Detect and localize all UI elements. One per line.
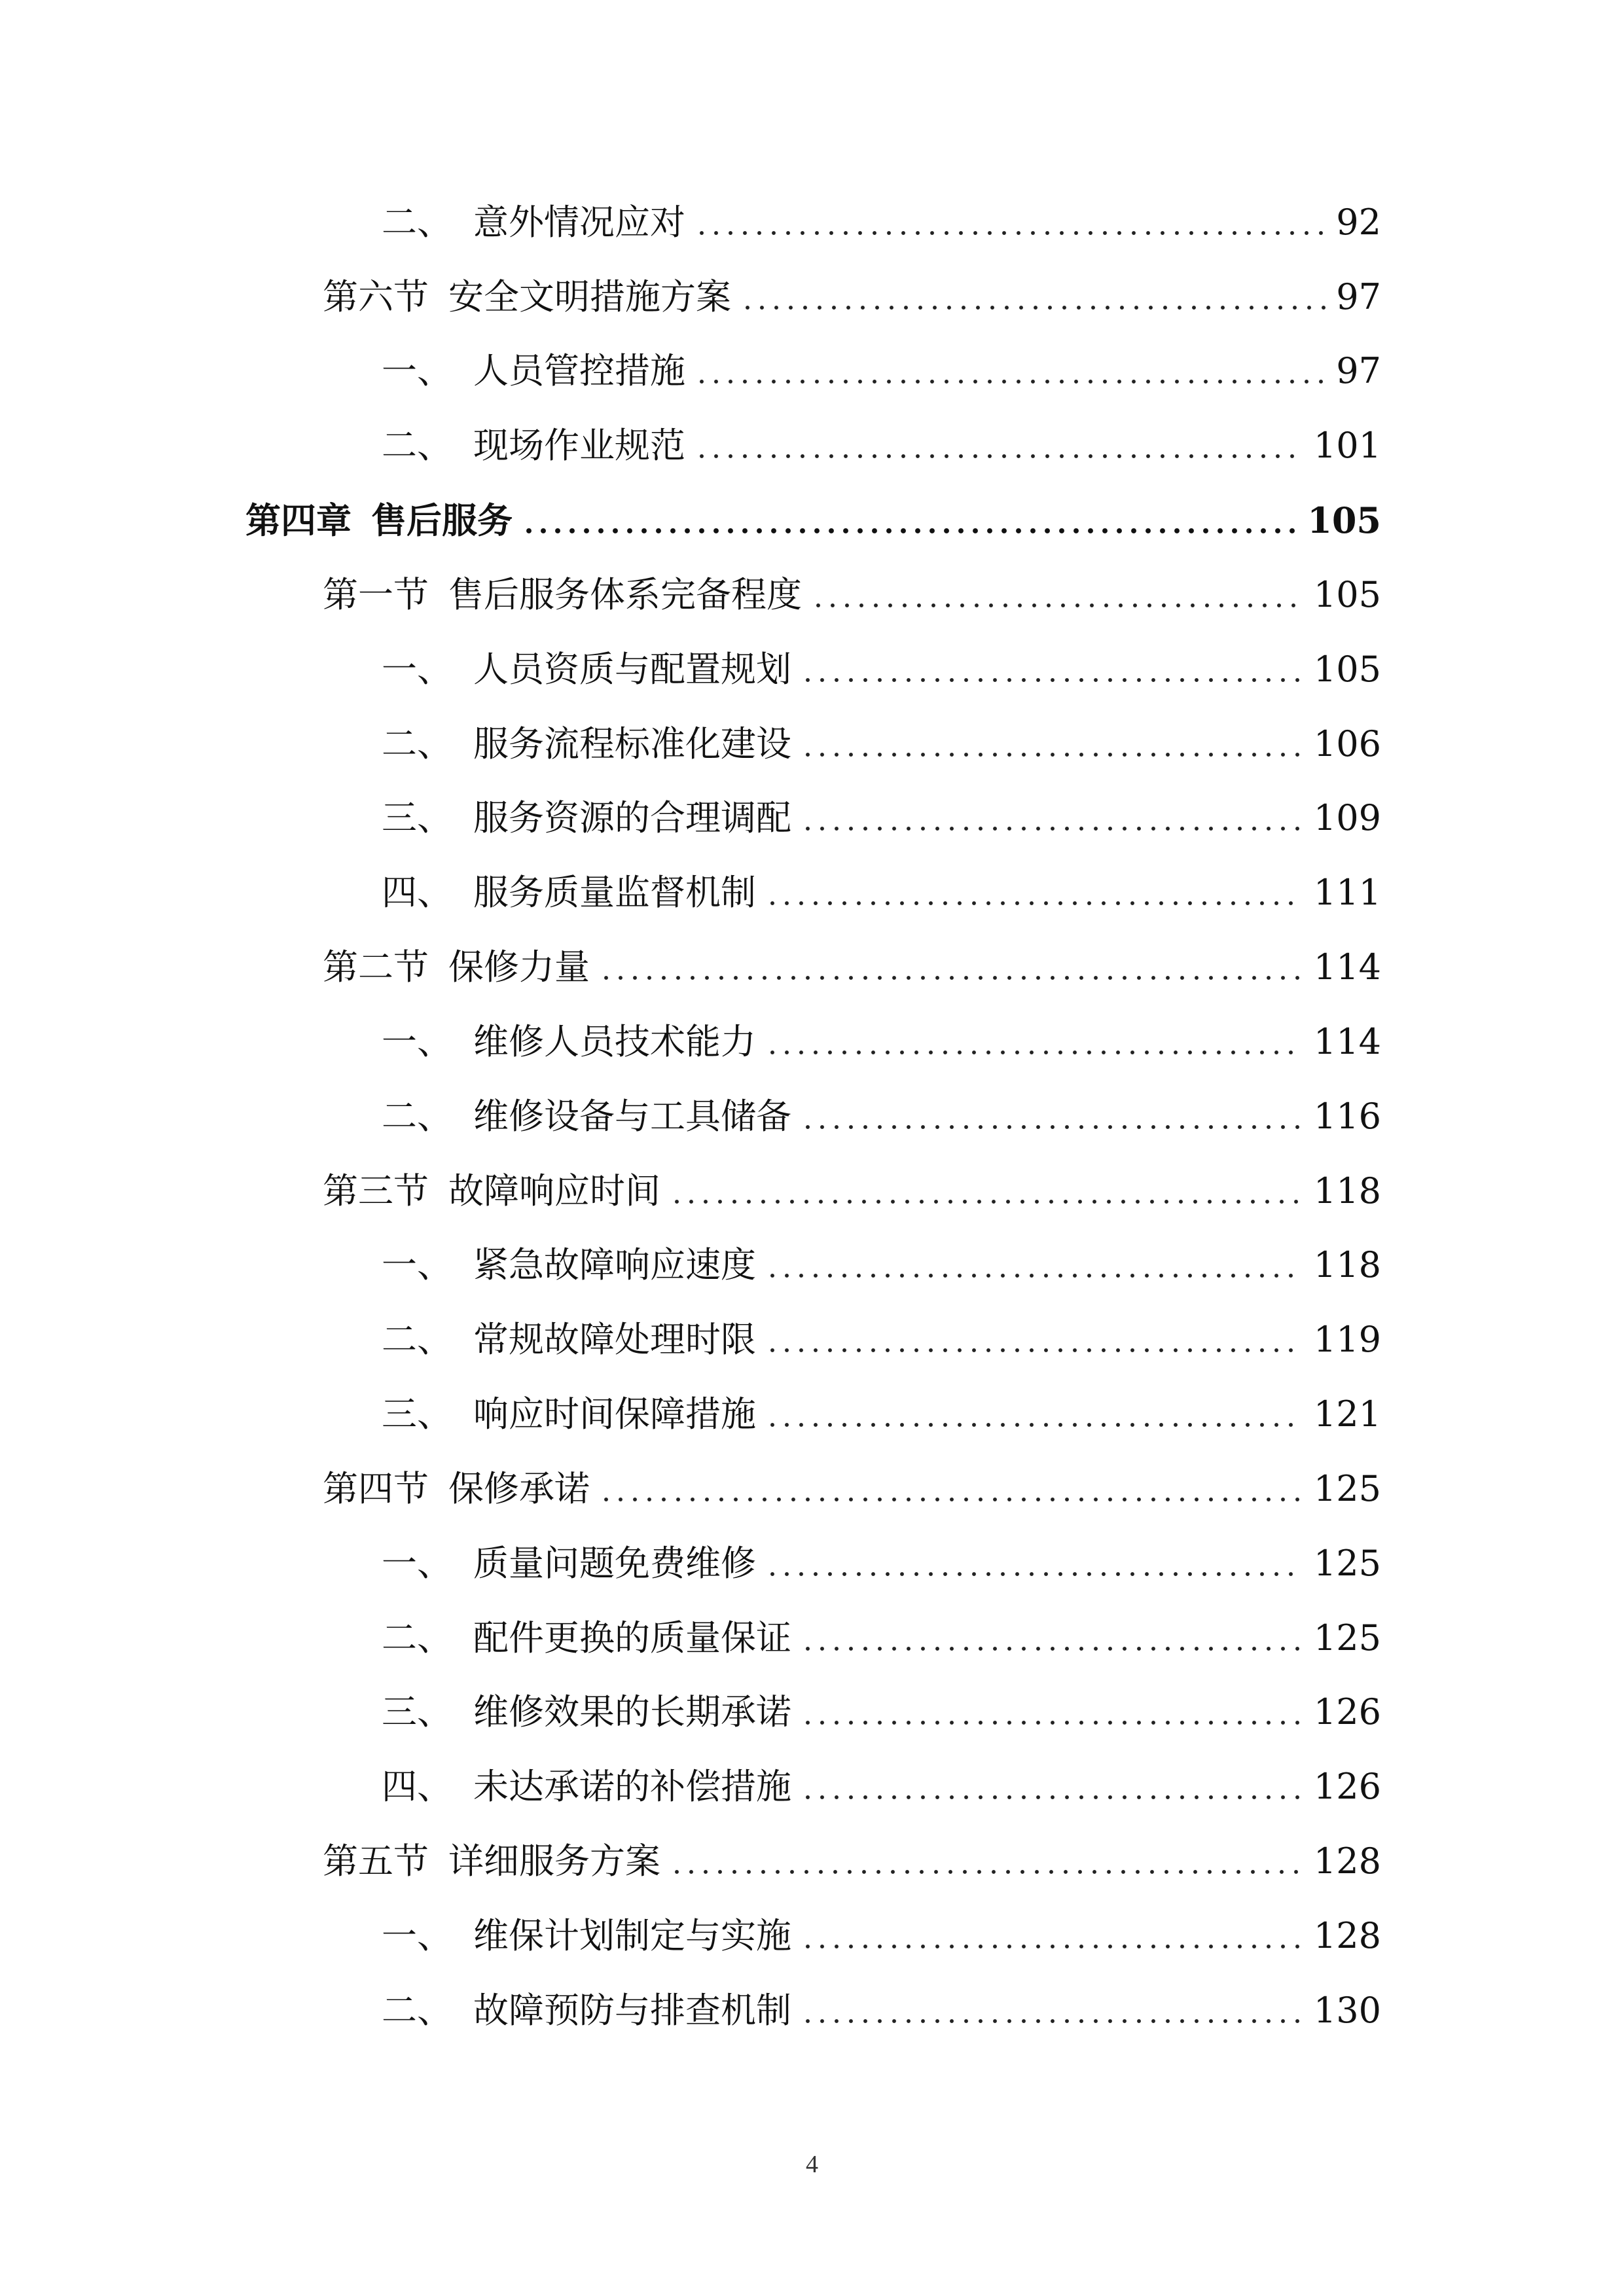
toc-entry-chapter[interactable] <box>245 491 1381 550</box>
toc-entry[interactable] <box>323 565 1381 624</box>
toc-entry-number: 四、 <box>382 872 452 913</box>
toc-entry-title: 维保计划制定与实施 <box>473 1915 791 1956</box>
toc-entry-number: 二、 <box>382 1096 452 1137</box>
toc-entry-number: 三、 <box>382 1393 452 1435</box>
dot-leader <box>801 800 1303 836</box>
toc-entry-page: 125 <box>1313 1468 1381 1509</box>
toc-entry-title: 维修设备与工具储备 <box>473 1096 791 1137</box>
toc-entry-number: 二、 <box>382 723 452 764</box>
toc-entry-page: 128 <box>1313 1915 1381 1956</box>
toc-entry[interactable] <box>382 1683 1381 1742</box>
toc-entry[interactable] <box>382 1981 1381 2040</box>
toc-entry[interactable] <box>382 416 1381 475</box>
toc-entry-number: 一、 <box>382 1915 452 1956</box>
dot-leader <box>801 1769 1303 1804</box>
toc-entry-number: 第二节 <box>323 946 429 988</box>
toc-entry-page: 92 <box>1336 202 1381 243</box>
dot-leader <box>670 1844 1303 1879</box>
toc-entry-number: 三、 <box>382 797 452 838</box>
dot-leader <box>801 1993 1303 2028</box>
toc-entry-title: 常规故障处理时限 <box>473 1319 756 1360</box>
toc-entry-title: 服务质量监督机制 <box>473 872 756 913</box>
toc-entry-title: 服务流程标准化建设 <box>473 723 791 764</box>
toc-entry-page: 109 <box>1313 797 1381 838</box>
dot-leader <box>801 1918 1303 1954</box>
toc-entry[interactable] <box>382 1236 1381 1295</box>
dot-leader <box>811 577 1303 613</box>
dot-leader <box>695 353 1326 389</box>
toc-entry-title: 响应时间保障措施 <box>473 1393 756 1435</box>
page-number: 4 <box>806 2151 818 2178</box>
toc-entry-page: 114 <box>1313 1021 1381 1062</box>
toc-entry-title: 售后服务体系完备程度 <box>448 574 802 615</box>
toc-entry-title: 配件更换的质量保证 <box>473 1617 791 1659</box>
toc-entry-number: 二、 <box>382 1319 452 1360</box>
toc-entry-number: 一、 <box>382 1021 452 1062</box>
dot-leader <box>765 1024 1303 1060</box>
toc-entry-title: 人员资质与配置规划 <box>473 649 791 690</box>
toc-entry[interactable] <box>382 640 1381 699</box>
toc-entry-page: 97 <box>1336 350 1381 391</box>
toc-entry-page: 119 <box>1313 1319 1381 1360</box>
toc-entry-title: 售后服务 <box>371 499 513 541</box>
toc-entry-number: 一、 <box>382 649 452 690</box>
dot-leader <box>599 1471 1303 1507</box>
toc-entry-title: 意外情况应对 <box>473 202 685 243</box>
toc-entry-page: 118 <box>1313 1244 1381 1285</box>
dot-leader <box>801 652 1303 687</box>
toc-entry-title: 故障响应时间 <box>448 1170 660 1211</box>
toc-entry[interactable] <box>382 342 1381 401</box>
toc-entry-number: 二、 <box>382 202 452 243</box>
toc-entry-page: 126 <box>1313 1766 1381 1807</box>
toc-entry-page: 116 <box>1313 1096 1381 1137</box>
toc-entry[interactable] <box>382 193 1381 252</box>
toc-entry[interactable] <box>323 1832 1381 1891</box>
dot-leader <box>695 205 1326 240</box>
dot-leader <box>765 875 1303 910</box>
toc-entry-title: 安全文明措施方案 <box>448 276 731 317</box>
toc-entry[interactable] <box>382 789 1381 848</box>
toc-entry[interactable] <box>382 1757 1381 1816</box>
toc-entry-number: 二、 <box>382 425 452 466</box>
toc-entry[interactable] <box>382 1013 1381 1071</box>
toc-entry-number: 第一节 <box>323 574 429 615</box>
toc-entry-title: 故障预防与排查机制 <box>473 1990 791 2031</box>
toc-entry[interactable] <box>382 1609 1381 1668</box>
toc-entry-title: 详细服务方案 <box>448 1840 660 1882</box>
toc-entry-title: 质量问题免费维修 <box>473 1543 756 1584</box>
toc-entry-title: 维修人员技术能力 <box>473 1021 756 1062</box>
toc-entry-page: 118 <box>1313 1170 1381 1211</box>
dot-leader <box>695 428 1303 463</box>
toc-entry[interactable] <box>382 863 1381 922</box>
dot-leader <box>801 1621 1303 1656</box>
toc-entry-title: 服务资源的合理调配 <box>473 797 791 838</box>
toc-entry-page: 125 <box>1313 1543 1381 1584</box>
dot-leader <box>740 279 1326 315</box>
toc-entry-title: 现场作业规范 <box>473 425 685 466</box>
toc-entry-page: 106 <box>1313 723 1381 764</box>
toc-entry-number: 第五节 <box>323 1840 429 1882</box>
toc-entry-title: 人员管控措施 <box>473 350 685 391</box>
toc-entry-title: 保修承诺 <box>448 1468 590 1509</box>
dot-leader <box>522 503 1297 538</box>
dot-leader <box>801 1695 1303 1730</box>
toc-entry[interactable] <box>382 1907 1381 1965</box>
toc-entry-number: 一、 <box>382 1543 452 1584</box>
dot-leader <box>765 1546 1303 1581</box>
dot-leader <box>765 1397 1303 1432</box>
dot-leader <box>599 950 1303 985</box>
toc-entry-number: 一、 <box>382 350 452 391</box>
dot-leader <box>670 1174 1303 1209</box>
toc-entry-page: 111 <box>1313 872 1381 913</box>
toc-entry-page: 105 <box>1313 574 1381 615</box>
toc-entry-number: 第四章 <box>245 499 352 541</box>
dot-leader <box>801 1099 1303 1134</box>
toc-entry[interactable] <box>323 1460 1381 1518</box>
toc-entry-number: 第六节 <box>323 276 429 317</box>
toc-entry-page: 97 <box>1336 276 1381 317</box>
dot-leader <box>765 1247 1303 1283</box>
toc-entry-title: 紧急故障响应速度 <box>473 1244 756 1285</box>
toc-entry-page: 130 <box>1313 1990 1381 2031</box>
toc-entry[interactable] <box>382 1087 1381 1146</box>
toc-entry-page: 121 <box>1313 1393 1381 1435</box>
toc-entry-number: 一、 <box>382 1244 452 1285</box>
toc-entry-title: 维修效果的长期承诺 <box>473 1691 791 1732</box>
toc-entry[interactable] <box>382 715 1381 774</box>
toc-entry-number: 四、 <box>382 1766 452 1807</box>
toc-entry-number: 第四节 <box>323 1468 429 1509</box>
toc-entry-number: 第三节 <box>323 1170 429 1211</box>
toc-entry-page: 105 <box>1313 649 1381 690</box>
toc-entry[interactable] <box>323 938 1381 997</box>
toc-entry-page: 114 <box>1313 946 1381 988</box>
toc-entry[interactable] <box>382 1310 1381 1369</box>
toc-entry-number: 二、 <box>382 1617 452 1659</box>
toc-entry-title: 保修力量 <box>448 946 590 988</box>
toc-entry-page: 125 <box>1313 1617 1381 1659</box>
toc-entry-number: 三、 <box>382 1691 452 1732</box>
toc-entry[interactable] <box>323 1162 1381 1221</box>
toc-entry[interactable] <box>382 1385 1381 1444</box>
toc-entry-page: 128 <box>1313 1840 1381 1882</box>
toc-entry[interactable] <box>323 268 1381 327</box>
toc-entry-title: 未达承诺的补偿措施 <box>473 1766 791 1807</box>
dot-leader <box>801 726 1303 762</box>
dot-leader <box>765 1322 1303 1357</box>
toc-entry-page: 105 <box>1307 499 1381 541</box>
toc-entry-page: 101 <box>1313 425 1381 466</box>
toc-entry-number: 二、 <box>382 1990 452 2031</box>
toc-entry[interactable] <box>382 1534 1381 1593</box>
toc-entry-page: 126 <box>1313 1691 1381 1732</box>
